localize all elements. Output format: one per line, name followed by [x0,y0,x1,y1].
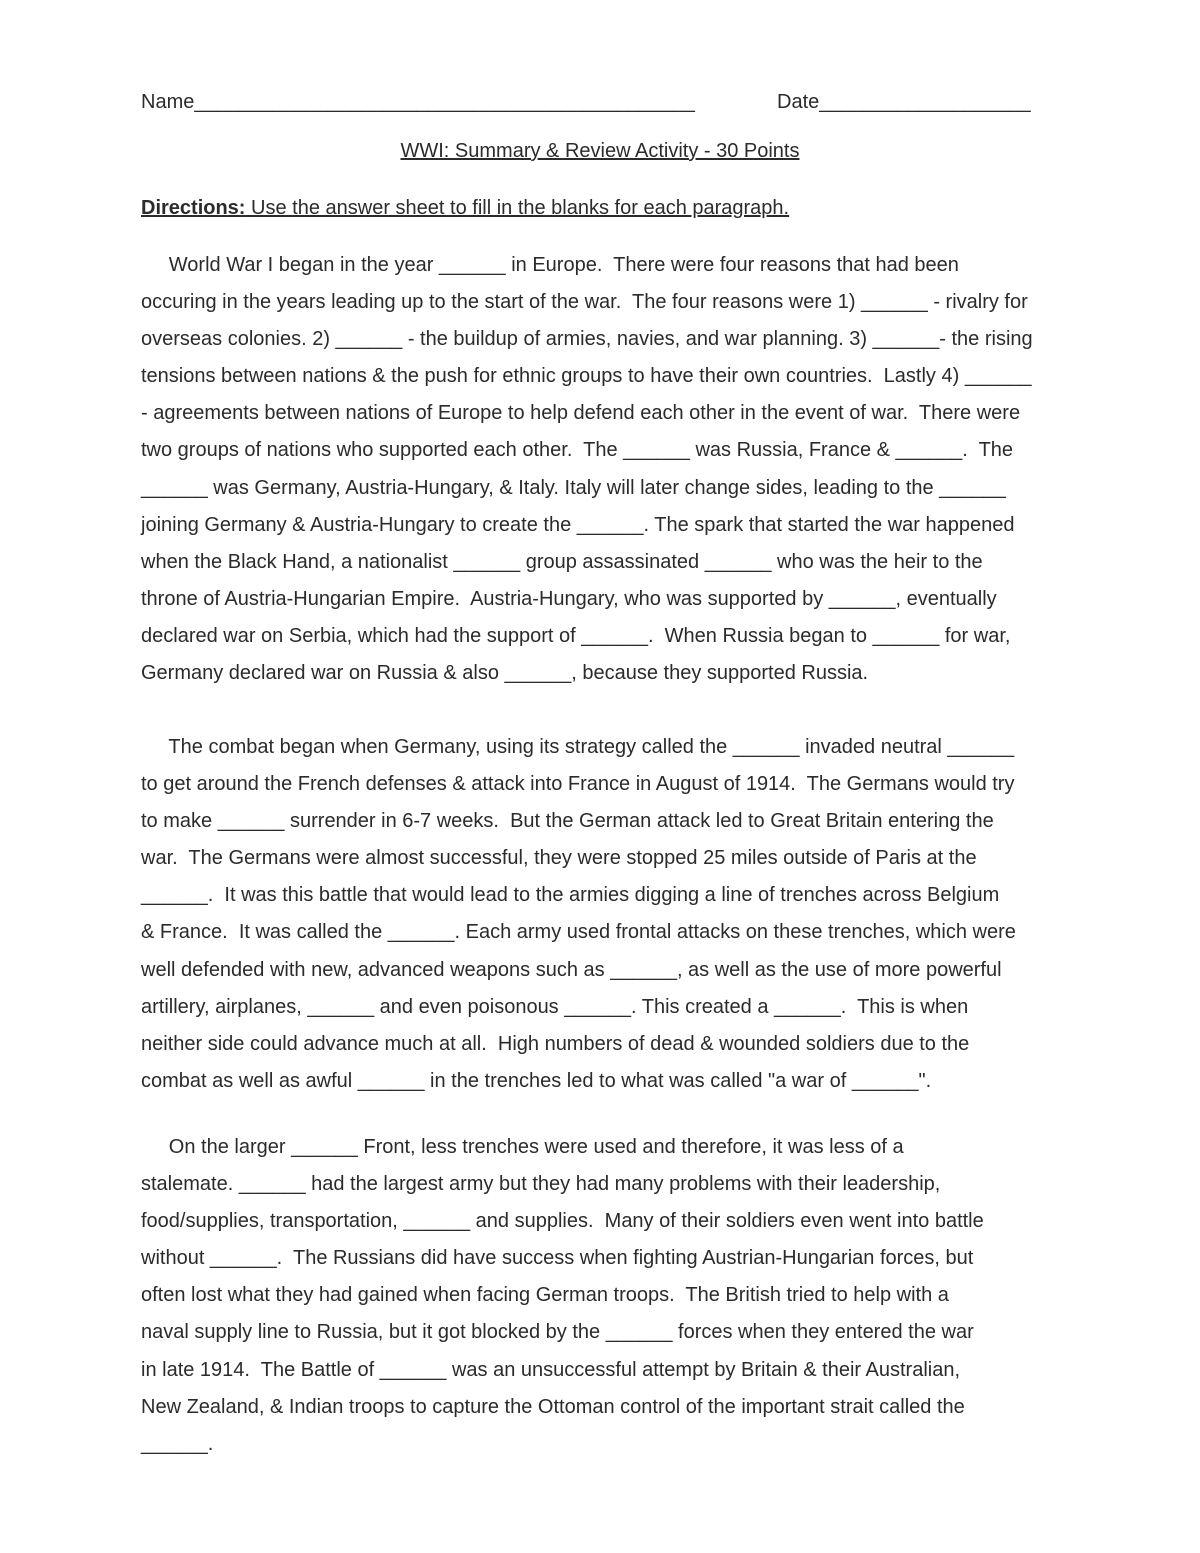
paragraph-line: declared war on Serbia, which had the support of ______. When Russia began to ______ for war, [141,624,1011,647]
paragraph-line: combat as well as awful ______ in the trenches led to what was called "a war of ______". [141,1069,932,1092]
paragraph-line: occuring in the years leading up to the start of the war. The four reasons were 1) ______ - rivalry for [141,291,1028,314]
date-field: Date___________________ [777,91,1031,113]
directions [141,196,789,220]
page-title: WWI: Summary & Review Activity - 30 Points [400,140,800,162]
paragraph-line: when the Black Hand, a nationalist ______ group assassinated ______ who was the heir to the [141,550,983,573]
paragraph-line: Germany declared war on Russia & also ______, because they supported Russia. [141,662,869,685]
paragraph-line: tensions between nations & the push for ethnic groups to have their own countries. Lastly 4) ______ [141,365,1032,388]
paragraph-2 [141,735,1131,1106]
paragraph-1 [141,253,1131,698]
paragraph-line: stalemate. ______ had the largest army but they had many problems with their leadership, [141,1173,941,1196]
paragraph-line: joining Germany & Austria-Hungary to create the ______. The spark that started the war happened [141,513,1015,536]
paragraph-line: overseas colonies. 2) ______ - the buildup of armies, navies, and war planning. 3) ______- the rising [141,328,1033,351]
name-field: Name_____________________________________________ [141,91,695,113]
paragraph-line: artillery, airplanes, ______ and even poisonous ______. This created a ______. This is when [141,995,969,1018]
paragraph-line: to get around the French defenses & attack into France in August of 1914. The Germans would try [141,773,1015,796]
paragraph-line: World War I began in the year ______ in Europe. There were four reasons that had been [141,254,959,276]
directions-text: Use the answer sheet to fill in the blanks for each paragraph. [245,197,790,219]
paragraph-line: in late 1914. The Battle of ______ was an unsuccessful attempt by Britain & their Australian, [141,1358,961,1381]
paragraph-line: two groups of nations who supported each other. The ______ was Russia, France & ______. The [141,439,1014,462]
paragraph-line: & France. It was called the ______. Each army used frontal attacks on these trenches, which were [141,921,1016,944]
paragraph-line: The combat began when Germany, using its strategy called the ______ invaded neutral ______ [141,736,1015,758]
paragraph-line: naval supply line to Russia, but it got blocked by the ______ forces when they entered the war [141,1321,974,1344]
paragraph-3 [141,1135,1131,1469]
paragraph-line: to make ______ surrender in 6-7 weeks. But the German attack led to Great Britain entering the [141,810,994,833]
paragraph-line: often lost what they had gained when facing German troops. The British tried to help with a [141,1284,949,1307]
paragraph-line: food/supplies, transportation, ______ and supplies. Many of their soldiers even went into battle [141,1210,984,1233]
paragraph-line: - agreements between nations of Europe to help defend each other in the event of war. There were [141,402,1021,425]
paragraph-line: without ______. The Russians did have success when fighting Austrian-Hungarian forces, but [141,1247,974,1270]
paragraph-line: ______. It was this battle that would lead to the armies digging a line of trenches across Belgium [141,884,1000,907]
paragraph-line: ______ was Germany, Austria-Hungary, & Italy. Italy will later change sides, leading to the ______ [141,476,1006,499]
paragraph-line: New Zealand, & Indian troops to capture the Ottoman control of the important strait called the [141,1395,965,1418]
paragraph-line: war. The Germans were almost successful, they were stopped 25 miles outside of Paris at the [141,847,977,870]
paragraph-line: ______. [141,1432,214,1455]
paragraph-line: neither side could advance much at all. High numbers of dead & wounded soldiers due to the [141,1032,970,1055]
paragraph-line: well defended with new, advanced weapons such as ______, as well as the use of more powerful [141,958,1002,981]
directions-label: Directions: [141,197,246,219]
paragraph-line: throne of Austria-Hungarian Empire. Austria-Hungary, who was supported by ______, eventually [141,587,997,610]
paragraph-line: On the larger ______ Front, less trenches were used and therefore, it was less of a [141,1136,904,1158]
